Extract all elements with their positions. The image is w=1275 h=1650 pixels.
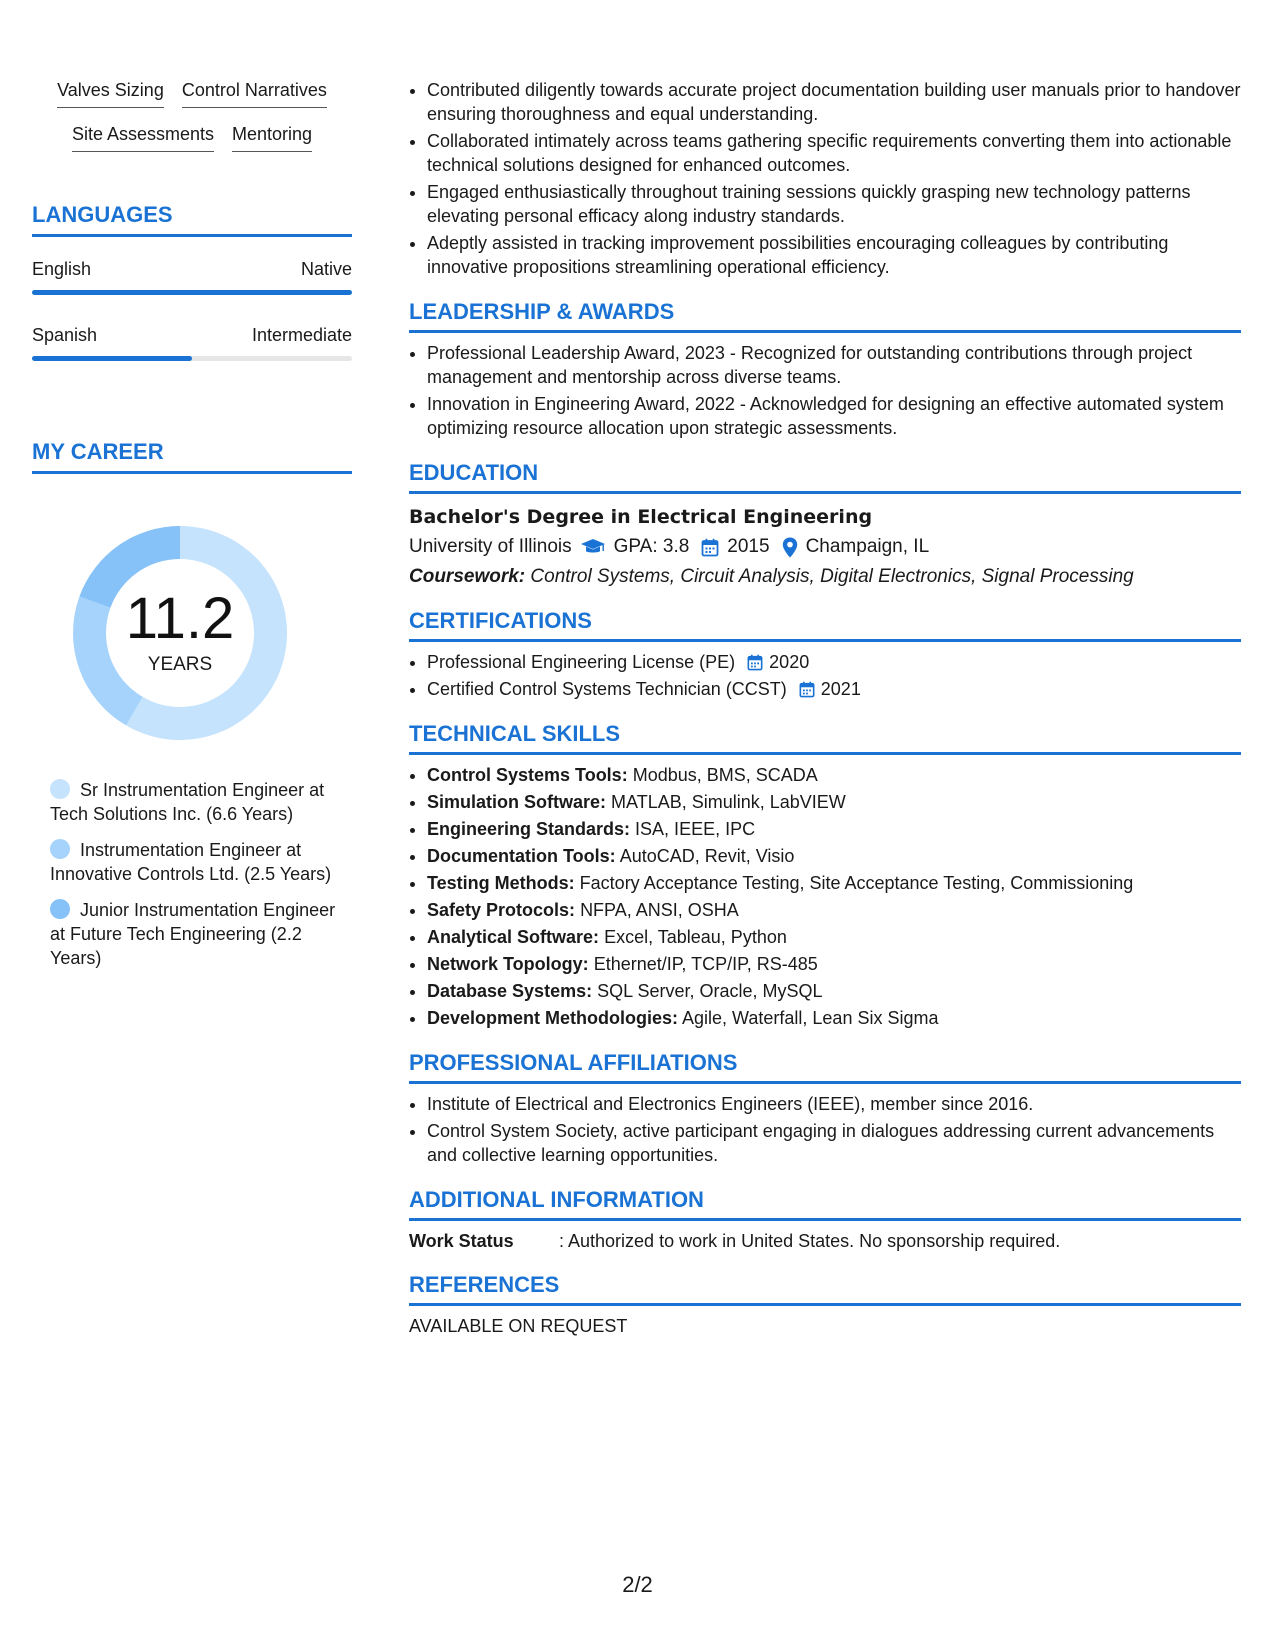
experience-bullets	[409, 78, 1241, 279]
affiliation-item: • Control System Society, active participant engaging in dialogues addressing current advancements and collective learning opportunities.	[427, 1119, 1241, 1167]
career-section	[32, 439, 352, 970]
award-item: • Innovation in Engineering Award, 2022 - Acknowledged for designing an effective automated system optimizing resource allocation upon strategic assessments.	[427, 392, 1241, 440]
career-donut-chart	[65, 518, 295, 748]
legend-dot-icon	[50, 899, 70, 919]
experience-bullet: • Adeptly assisted in tracking improvement possibilities encouraging colleagues by contributing innovative propositions streamlining operational efficiency.	[427, 231, 1241, 279]
references-title: REFERENCES	[409, 1272, 1241, 1306]
skill-item: • Documentation Tools: AutoCAD, Revit, Visio	[427, 844, 1241, 868]
certification-item	[427, 650, 1241, 674]
affiliations-section	[409, 1050, 1241, 1167]
experience-bullet: • Contributed diligently towards accurate project documentation building user manuals prior to handover ensuring thoroughness and equal understanding.	[427, 78, 1241, 126]
leadership-title: LEADERSHIP & AWARDS	[409, 299, 1241, 333]
skill-item: • Development Methodologies: Agile, Waterfall, Lean Six Sigma	[427, 1006, 1241, 1030]
skill-tag: Site Assessments	[72, 124, 214, 152]
career-unit: YEARS	[147, 654, 213, 675]
skill-item: • Database Systems: SQL Server, Oracle, MySQL	[427, 979, 1241, 1003]
language-bar-fill	[32, 356, 192, 361]
graduation-cap-icon	[580, 538, 606, 556]
education-meta	[409, 536, 1241, 558]
language-name: Spanish	[32, 325, 98, 345]
skill-tag: Control Narratives	[182, 80, 327, 108]
language-level: Intermediate	[251, 325, 352, 345]
calendar-icon	[701, 538, 719, 557]
award-item: • Professional Leadership Award, 2023 - Recognized for outstanding contributions through project management and mentorship across diverse teams.	[427, 341, 1241, 389]
certification-year: 2021	[820, 679, 861, 699]
career-legend-item: Sr Instrumentation Engineer at Tech Solutions Inc. (6.6 Years)	[50, 780, 325, 824]
right-column	[409, 78, 1241, 1337]
certifications-title: CERTIFICATIONS	[409, 608, 1241, 642]
career-title: MY CAREER	[32, 439, 352, 474]
affiliations-title: PROFESSIONAL AFFILIATIONS	[409, 1050, 1241, 1084]
degree-name: Bachelor's Degree in Electrical Engineering	[409, 506, 873, 528]
career-legend-item: Instrumentation Engineer at Innovative Controls Ltd. (2.5 Years)	[50, 840, 332, 884]
school-name: University of Illinois	[409, 536, 572, 557]
additional-info-title: ADDITIONAL INFORMATION	[409, 1187, 1241, 1221]
coursework-label: Coursework:	[409, 566, 526, 587]
legend-dot-icon	[50, 779, 70, 799]
certification-year: 2020	[769, 652, 810, 672]
coursework-list: Control Systems, Circuit Analysis, Digital Electronics, Signal Processing	[530, 566, 1134, 587]
leadership-section	[409, 299, 1241, 440]
language-bar	[32, 290, 352, 295]
certification-name: • Professional Engineering License (PE)	[427, 652, 736, 672]
skill-item: • Control Systems Tools: Modbus, BMS, SCADA	[427, 763, 1241, 787]
language-name: English	[32, 259, 92, 279]
legend-dot-icon	[50, 839, 70, 859]
experience-bullet: • Engaged enthusiastically throughout training sessions quickly grasping new technology patterns elevating personal efficacy along industry standards.	[427, 180, 1241, 228]
certifications-section	[409, 608, 1241, 701]
certification-item	[427, 677, 1241, 701]
experience-bullet: • Collaborated intimately across teams gathering specific requirements converting them into actionable technical solutions designed for enhanced outcomes.	[427, 129, 1241, 177]
references-text: AVAILABLE ON REQUEST	[409, 1316, 628, 1336]
page-number: 2/2	[622, 1572, 653, 1597]
technical-skills-section	[409, 721, 1241, 1030]
skill-tag: Valves Sizing	[57, 80, 164, 108]
skill-item: • Network Topology: Ethernet/IP, TCP/IP, RS-485	[427, 952, 1241, 976]
left-column	[32, 80, 352, 982]
education-section	[409, 460, 1241, 588]
calendar-icon	[799, 681, 815, 698]
coursework	[409, 566, 1241, 588]
certification-name: • Certified Control Systems Technician (CCST)	[427, 679, 787, 699]
languages-section	[32, 202, 352, 361]
career-legend	[50, 778, 340, 970]
language-bar	[32, 356, 352, 361]
language-row	[32, 259, 352, 295]
skill-item: • Simulation Software: MATLAB, Simulink, LabVIEW	[427, 790, 1241, 814]
work-status-value: : Authorized to work in United States. No sponsorship required.	[559, 1231, 1061, 1251]
skill-item: • Safety Protocols: NFPA, ANSI, OSHA	[427, 898, 1241, 922]
work-status-row	[409, 1231, 1241, 1252]
skill-item: • Engineering Standards: ISA, IEEE, IPC	[427, 817, 1241, 841]
calendar-icon	[747, 654, 763, 671]
map-pin-icon	[782, 537, 798, 558]
gpa: GPA: 3.8	[613, 536, 690, 557]
affiliation-item: • Institute of Electrical and Electronics Engineers (IEEE), member since 2016.	[427, 1092, 1241, 1116]
skill-tags-row-1	[32, 80, 352, 108]
languages-title: LANGUAGES	[32, 202, 352, 237]
skill-item: • Analytical Software: Excel, Tableau, Python	[427, 925, 1241, 949]
skill-tags-row-2	[32, 124, 352, 152]
references-section	[409, 1272, 1241, 1337]
additional-info-section	[409, 1187, 1241, 1252]
school-location: Champaign, IL	[805, 536, 930, 557]
career-total-years: 11.2	[125, 586, 235, 651]
language-row	[32, 325, 352, 361]
education-title: EDUCATION	[409, 460, 1241, 494]
skill-item: • Testing Methods: Factory Acceptance Testing, Site Acceptance Testing, Commissioning	[427, 871, 1241, 895]
career-legend-item: Junior Instrumentation Engineer at Future Tech Engineering (2.2 Years)	[50, 900, 336, 968]
work-status-label: Work Status	[409, 1231, 514, 1251]
graduation-year: 2015	[727, 536, 770, 557]
language-bar-fill	[32, 290, 352, 295]
technical-skills-title: TECHNICAL SKILLS	[409, 721, 1241, 755]
skill-tag: Mentoring	[232, 124, 312, 152]
language-level: Native	[300, 259, 352, 279]
